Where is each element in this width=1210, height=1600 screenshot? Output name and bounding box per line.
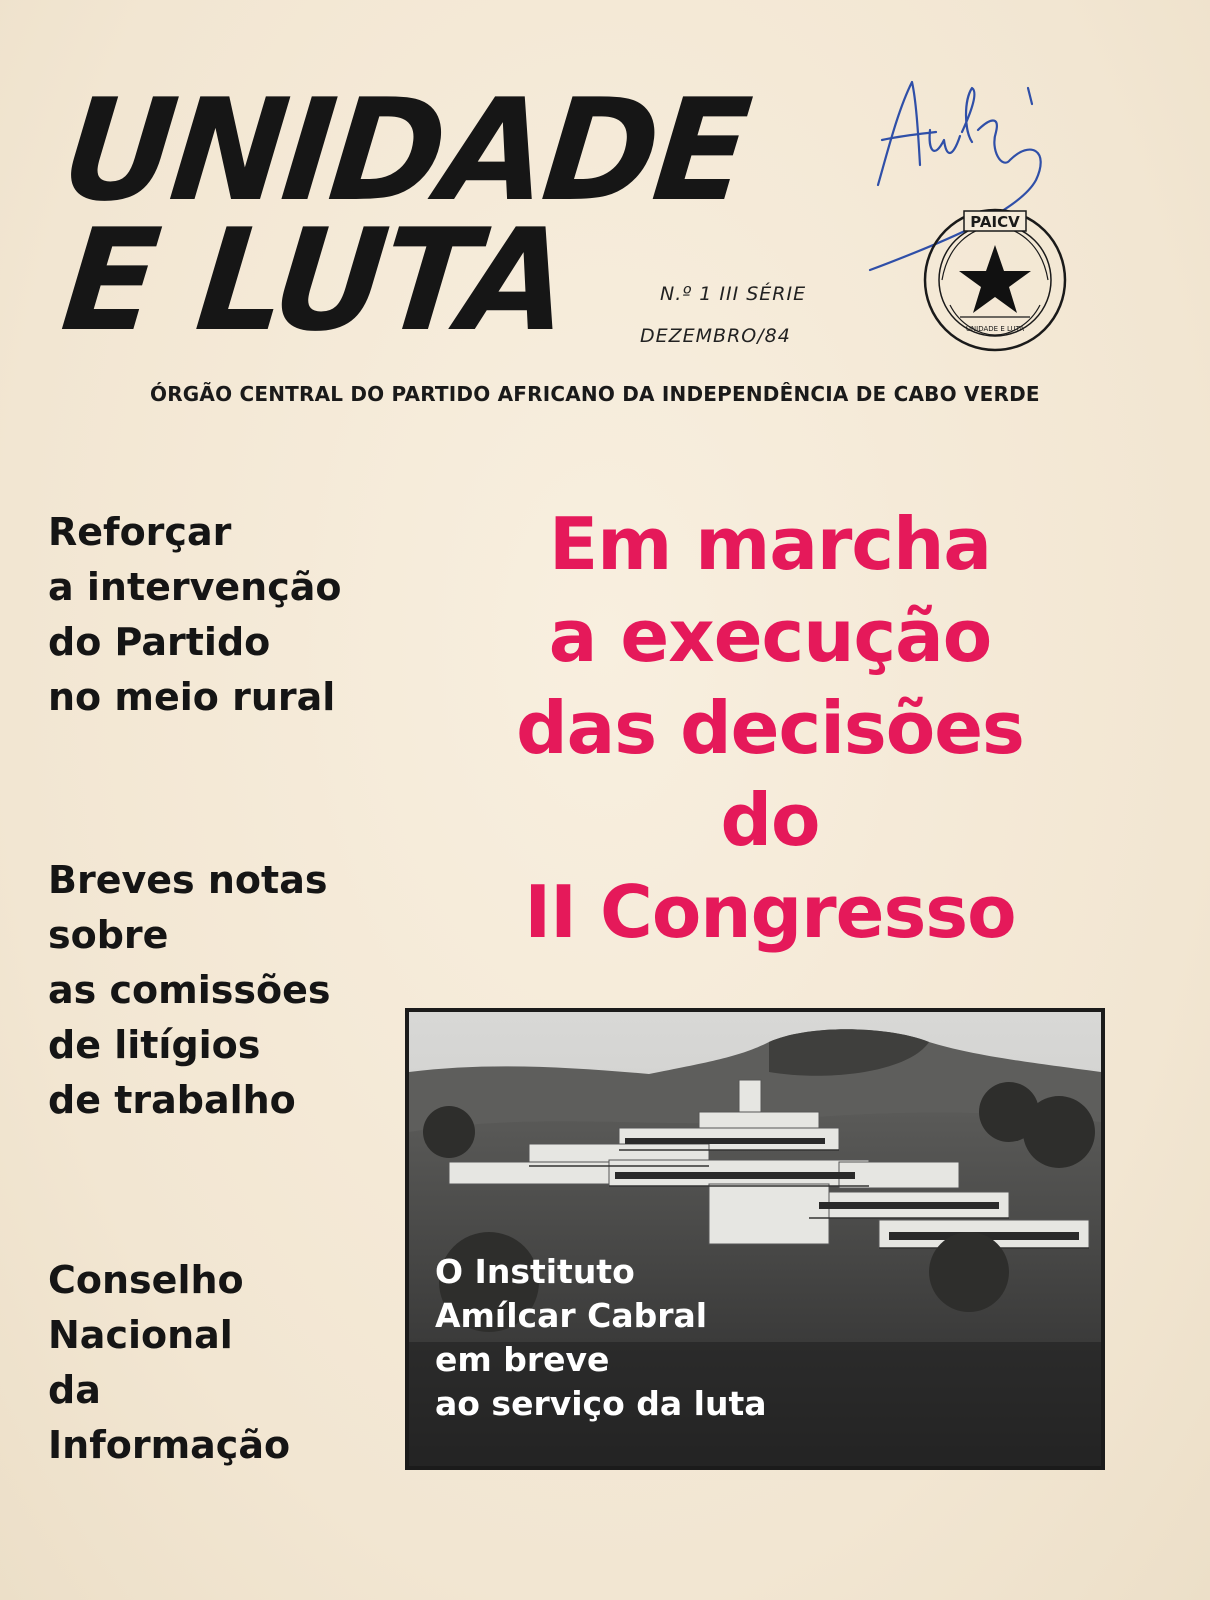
caption-line: Amílcar Cabral	[435, 1296, 708, 1335]
main-headline-line: II Congresso	[524, 870, 1016, 954]
left-headline-line: as comissões	[48, 968, 331, 1012]
issue-number: N.º 1 III SÉRIE	[660, 283, 807, 305]
publication-subtitle: ÓRGÃO CENTRAL DO PARTIDO AFRICANO DA INDEPENDÊNCIA DE CABO VERDE	[150, 382, 1040, 406]
left-headline-line: do Partido	[48, 620, 271, 664]
left-headline-line: sobre	[48, 913, 169, 957]
left-headline-line: de litígios	[48, 1023, 261, 1067]
issue-date: DEZEMBRO/84	[640, 325, 791, 347]
left-headline-2	[48, 853, 418, 1128]
main-headline-line: Em marcha	[549, 502, 991, 586]
seal-bottom-text: UNIDADE E LUTA	[965, 325, 1025, 333]
main-headline-line: a execução	[548, 594, 992, 678]
left-headline-line: de trabalho	[48, 1078, 296, 1122]
institute-photo	[405, 1008, 1105, 1470]
left-headline-1	[48, 505, 418, 725]
left-headline-line: a intervenção	[48, 565, 342, 609]
masthead-line-2: E LUTA	[55, 198, 574, 363]
left-headline-line: Reforçar	[48, 510, 232, 554]
left-headline-line: Informação	[48, 1423, 291, 1467]
caption-line: ao serviço da luta	[435, 1384, 767, 1423]
main-headline	[450, 498, 1090, 958]
left-headline-line: Nacional	[48, 1313, 233, 1357]
left-headline-line: Breves notas	[48, 858, 328, 902]
caption-line: em breve	[435, 1340, 610, 1379]
paicv-seal-icon	[920, 205, 1070, 355]
seal-top-text: PAICV	[970, 213, 1020, 231]
left-headline-3	[48, 1253, 418, 1473]
left-headline-line: da	[48, 1368, 101, 1412]
main-headline-line: das decisões	[516, 686, 1024, 770]
main-headline-line: do	[720, 778, 820, 862]
left-headline-line: Conselho	[48, 1258, 244, 1302]
masthead-line-1: UNIDADE	[55, 68, 754, 233]
left-headline-line: no meio rural	[48, 675, 336, 719]
photo-caption	[435, 1250, 767, 1426]
caption-line: O Instituto	[435, 1252, 635, 1291]
